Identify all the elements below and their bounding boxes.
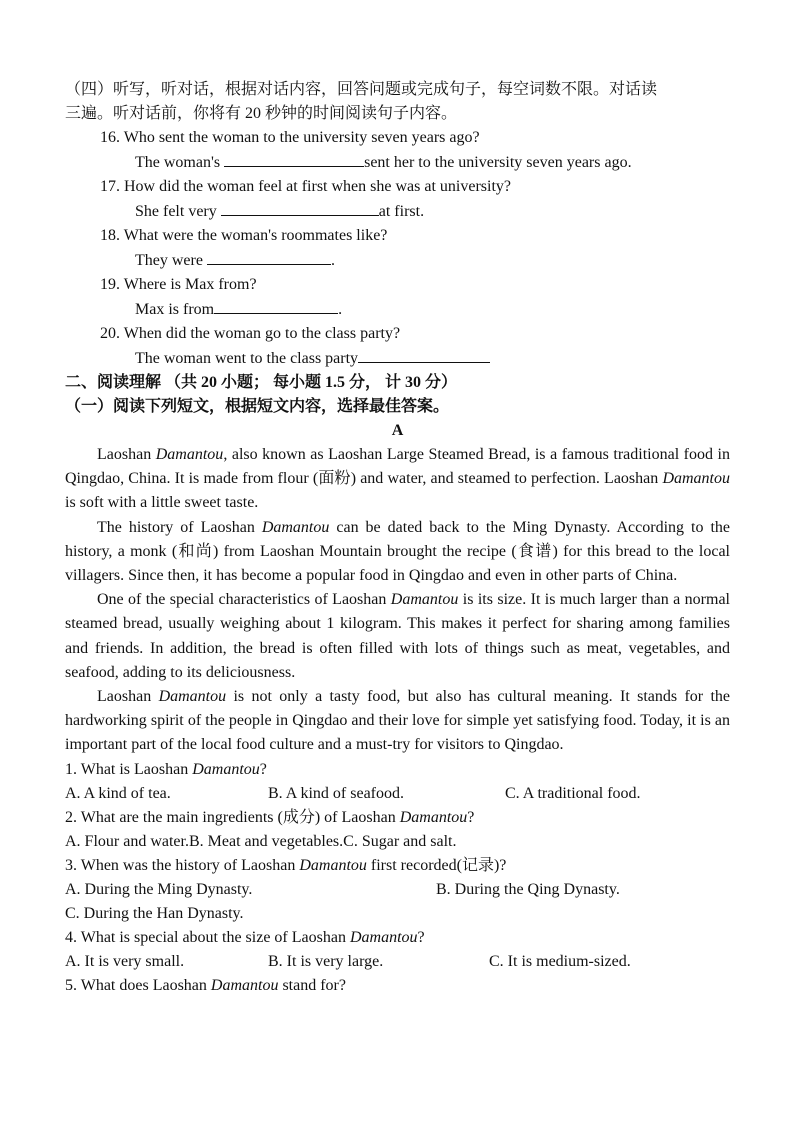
mc-question-4: 4. What is special about the size of Laoshan Damantou? [65, 928, 425, 946]
answer-blank-18[interactable] [207, 248, 331, 265]
mc-question-2: 2. What are the main ingredients (成分) of Laoshan Damantou? [65, 808, 475, 826]
option-4c[interactable]: C. It is medium-sized. [489, 952, 631, 970]
mc-question-5: 5. What does Laoshan Damantou stand for? [65, 976, 346, 994]
question-18: 18. What were the woman's roommates like? [100, 227, 388, 244]
mc-options-3-row-1 [65, 878, 730, 902]
option-3a[interactable]: A. During the Ming Dynasty. [65, 880, 253, 898]
mc-question-3: 3. When was the history of Laoshan Damantou first recorded(记录)? [65, 856, 507, 874]
option-1a[interactable]: A. A kind of tea. [65, 784, 171, 802]
answer-blank-17[interactable] [221, 199, 379, 216]
mc-options-1 [65, 782, 730, 806]
answer-blank-20[interactable] [358, 346, 490, 363]
question-20: 20. When did the woman go to the class party? [100, 325, 401, 342]
option-4b[interactable]: B. It is very large. [268, 952, 384, 970]
reading-section-title: 二、阅读理解 （共 20 小题； 每小题 1.5 分， 计 30 分） [65, 374, 458, 391]
listening-heading-line-2: 三遍。听对话前，你将有 20 秒钟的时间阅读句子内容。 [65, 105, 458, 122]
option-1c[interactable]: C. A traditional food. [505, 784, 641, 802]
answer-blank-19[interactable] [214, 297, 338, 314]
answer-19: Max is from . [65, 297, 730, 322]
passage-paragraph-2: The history of Laoshan Damantou can be dated back to the Ming Dynasty. According to the history, a monk (和尚) from Laoshan Mountain brought the recipe (食谱) for this bread to the local villagers. Since then, it has become a popular food in Qingdao and even in other parts of China. [65, 518, 730, 585]
question-17: 17. How did the woman feel at first when she was at university? [100, 178, 512, 195]
exam-page [65, 78, 730, 998]
mc-options-4 [65, 950, 730, 974]
passage-label: A [391, 422, 404, 439]
answer-17: She felt very at first. [65, 199, 730, 224]
question-19: 19. Where is Max from? [100, 276, 257, 293]
passage-paragraph-1: Laoshan Damantou, also known as Laoshan Large Steamed Bread, is a famous traditional food in Qingdao, China. It is made from flour (面粉) and water, and steamed to perfection. Laoshan Damantou is soft with a little sweet taste. [65, 446, 730, 512]
option-4a[interactable]: A. It is very small. [65, 952, 185, 970]
option-1b[interactable]: B. A kind of seafood. [268, 784, 404, 802]
reading-sub-title: （一）阅读下列短文，根据短文内容，选择最佳答案。 [65, 398, 450, 415]
mc-question-1: 1. What is Laoshan Damantou? [65, 760, 267, 778]
option-3c[interactable]: C. During the Han Dynasty. [65, 904, 244, 922]
listening-heading-line-1: （四）听写，听对话，根据对话内容，回答问题或完成句子，每空词数不限。对话读 [65, 81, 658, 98]
question-16: 16. Who sent the woman to the university seven years ago? [100, 129, 480, 146]
passage-paragraph-3: One of the special characteristics of Laoshan Damantou is its size. It is much larger than a normal steamed bread, usually weighing about 1 kilogram. This makes it perfect for sharing among families and friends. In addition, the bread is often filled with lots of things such as meat, vegetables, and seafood, adding to its deliciousness. [65, 591, 731, 681]
answer-16: The woman's sent her to the university seven years ago. [65, 150, 730, 175]
mc-options-2[interactable]: A. Flour and water.B. Meat and vegetables.C. Sugar and salt. [65, 832, 457, 850]
answer-blank-16[interactable] [224, 150, 364, 167]
passage-paragraph-4: Laoshan Damantou is not only a tasty food, but also has cultural meaning. It stands for the hardworking spirit of the people in Qingdao and their love for simple yet satisfying food. Today, it is an important part of the local food culture and a must-try for visitors to Qingdao. [65, 688, 731, 754]
listening-heading [65, 78, 730, 126]
answer-20: The woman went to the class party [65, 346, 730, 371]
answer-18: They were . [65, 248, 730, 273]
option-3b[interactable]: B. During the Qing Dynasty. [436, 880, 620, 898]
